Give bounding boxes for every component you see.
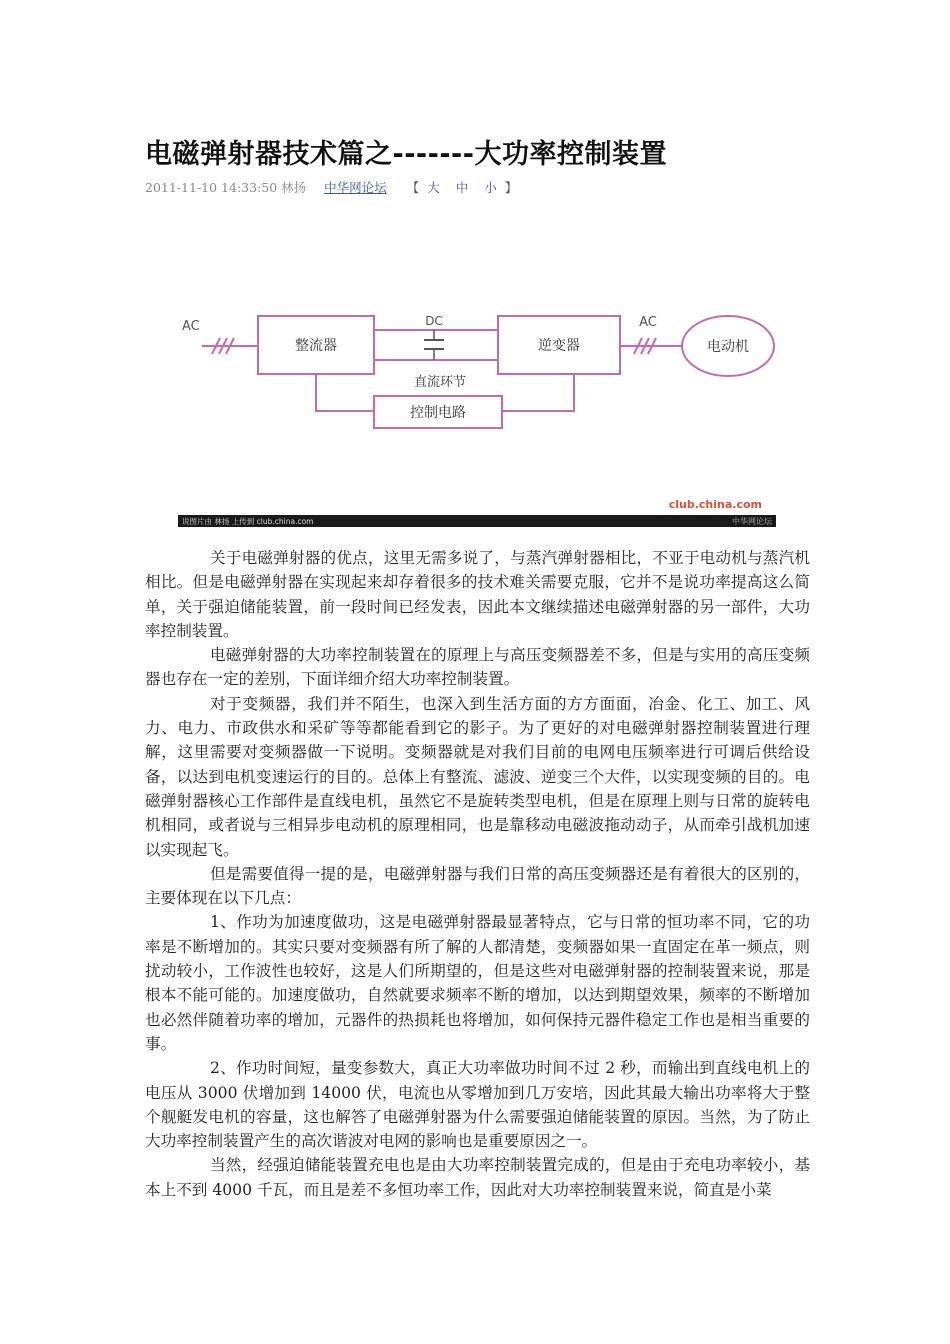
watermark-forum: 中华网论坛 (732, 517, 772, 526)
caption-text: 说图片由 林扬 上传到 club.china.com (182, 517, 314, 526)
article-title: 电磁弹射器技术篇之-------大功率控制装置 (145, 139, 667, 170)
paragraph-2: 电磁弹射器的大功率控制装置在的原理上与高压变频器差不多，但是与实用的高压变频器也存在一定的差别，下面详细介绍大功率控制装置。 (145, 646, 810, 689)
dc-label: DC (425, 314, 443, 328)
block-diagram-image (178, 250, 776, 528)
article-datetime: 2011-11-10 14:33:50 (145, 180, 278, 195)
rectifier-label: 整流器 (295, 338, 337, 354)
size-bracket-open: 【 (406, 180, 420, 195)
motor-label: 电动机 (707, 339, 749, 355)
font-size-selector (407, 180, 518, 195)
paragraph-1: 关于电磁弹射器的优点，这里无需多说了，与蒸汽弹射器相比，不亚于电动机与蒸汽机相比。但是电磁弹射器在实现起来却存着很多的技术难关需要克服，它并不是说功率提高这么简单，关于强迫储能装置，前一段时间已经发表，因此本文继续描述电磁弹射器的另一部件，大功率控制装置。 (145, 549, 810, 640)
watermark-site: club.china.com (668, 498, 762, 511)
size-bracket-close: 】 (504, 180, 518, 195)
paragraph-4: 但是需要值得一提的是，电磁弹射器与我们日常的高压变频器还是有着很大的区别的，主要体现在以下几点： (145, 864, 810, 908)
article-body (145, 546, 810, 1202)
font-size-medium-link[interactable]: 中 (455, 180, 469, 195)
font-size-small-link[interactable]: 小 (484, 180, 497, 195)
dc-link-label: 直流环节 (413, 375, 467, 390)
block-diagram (178, 250, 776, 528)
article-author: 林扬 (281, 180, 307, 195)
forum-link[interactable]: 中华网论坛 (324, 180, 387, 195)
ac-output-label: AC (639, 315, 657, 330)
paragraph-6: 2、作功时间短，量变参数大，真正大功率做功时间不过 2 秒，而输出到直线电机上的电压从 3000 伏增加到 14000 伏，电流也从零增加到几万安培，因此其最大输出功率将大于整个舰艇发电机的容量，这也解答了电磁弹射器为什么需要强迫储能装置的原因。当然，为了防止大功率控制装置产生的高次谐波对电网的影响也是重要原因之一。 (145, 1059, 810, 1151)
paragraph-5: 1、作功为加速度做功，这是电磁弹射器最显著特点，它与日常的恒功率不同，它的功率是不断增加的。其实只要对变频器有所了解的人都清楚，变频器如果一直固定在革一频点，则扰动较小，工作波性也较好，这是人们所期望的，但是这些对电磁弹射器的控制装置来说，那是根本不能可能的。加速度做功，自然就要求频率不断的增加，以达到期望效果，频率的不断增加也必然伴随着功率的增加，元器件的热损耗也将增加，如何保持元器件稳定工作也是相当重要的事。 (145, 913, 810, 1053)
ac-input-label: AC (182, 319, 200, 334)
paragraph-3: 对于变频器，我们并不陌生，也深入到生活方面的方方面面，冶金、化工、加工、风力、电力、市政供水和采矿等等都能看到它的影子。为了更好的对电磁弹射器控制装置进行理解，这里需要对变频器做一下说明。变频器就是对我们目前的电网电压频率进行可调后供给设备，以达到电机变速运行的目的。总体上有整流、滤波、逆变三个大件，以实现变频的目的。电磁弹射器核心工作部件是直线电机，虽然它不是旋转类型电机，但是在原理上则与日常的旋转电机相同，或者说与三相异步电动机的原理相同，也是靠移动电磁波拖动动子，从而牵引战机加速以实现起飞。 (145, 694, 810, 859)
paragraph-7: 当然，经强迫储能装置充电也是由大功率控制装置完成的，但是由于充电功率较小，基本上不到 4000 千瓦，而且是差不多恒功率工作，因此对大功率控制装置来说，简直是小菜 (145, 1156, 810, 1199)
inverter-label: 逆变器 (538, 338, 580, 354)
article-meta (145, 178, 517, 196)
font-size-large-link[interactable]: 大 (427, 180, 440, 195)
control-circuit-label: 控制电路 (410, 405, 466, 421)
